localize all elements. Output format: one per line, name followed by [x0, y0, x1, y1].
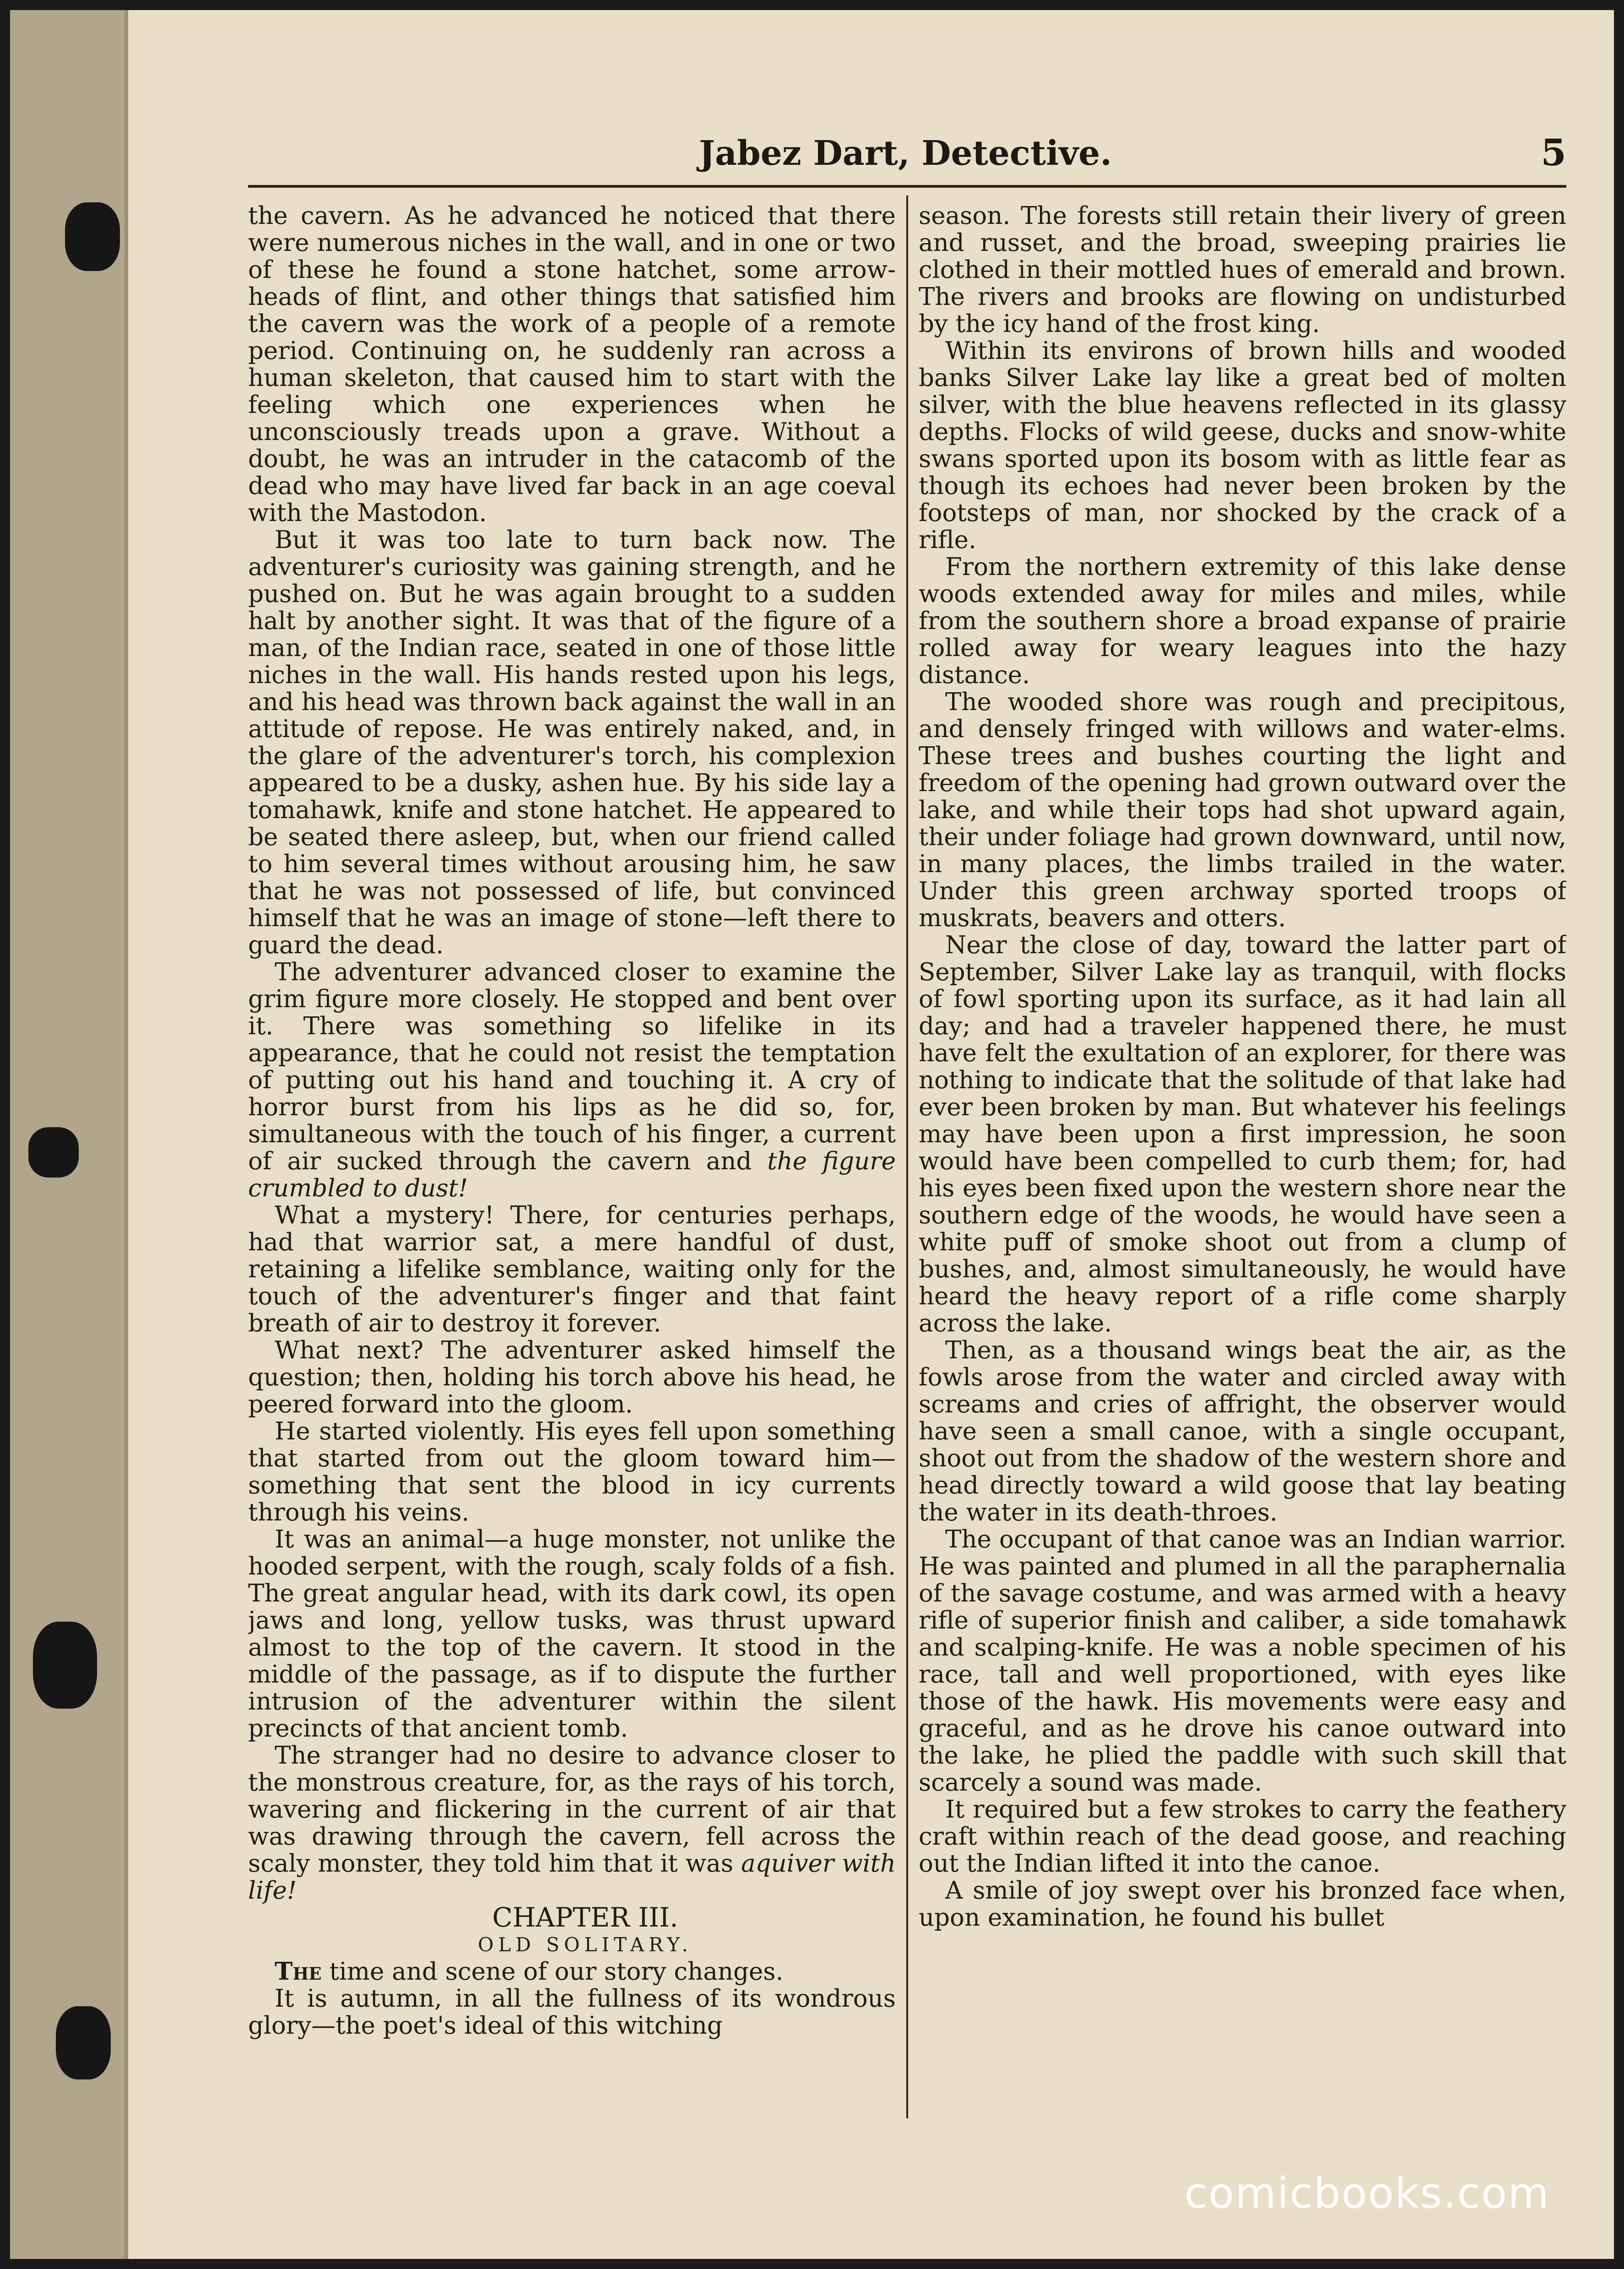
- italic-phrase: the figure crumbled to dust!: [248, 1147, 896, 1202]
- paragraph: It is autumn, in all the fullness of its wondrous glory—the poet's ideal of this witching: [248, 1985, 896, 2040]
- paragraph: [248, 1958, 896, 1985]
- page-header: [248, 115, 1566, 179]
- paragraph: What a mystery! There, for centuries perhaps, had that warrior sat, a mere handful of dust, retaining a lifelike semblance, waiting only for the touch of the adventurer's finger and that faint breath of air to destroy it forever.: [248, 1201, 896, 1337]
- paragraph-text: time and scene of our story changes.: [329, 1958, 784, 1986]
- paragraph: From the northern extremity of this lake dense woods extended away for miles and miles, while from the southern shore a broad expanse of prairie rolled away for weary leagues into the hazy distance.: [919, 553, 1566, 689]
- header-rule: [248, 185, 1566, 188]
- paragraph: It was an animal—a huge monster, not unlike the hooded serpent, with the rough, scaly folds of a fish. The great angular head, with its dark cowl, its open jaws and long, yellow tusks, was thrust upward almost to the top of the cavern. It stood in the middle of the passage, as if to dispute the further intrusion of the adventurer within the silent precincts of that ancient tomb.: [248, 1525, 896, 1742]
- chapter-heading: CHAPTER III.: [492, 1902, 678, 1933]
- paragraph: [248, 959, 896, 1202]
- paragraph-text: The stranger had no desire to advance closer to the monstrous creature, for, as the rays of his torch, wavering and flickering in the current of air that was drawing through the cavern, fell across the scaly monster, they told him that it was: [248, 1742, 896, 1878]
- left-column: [248, 202, 896, 2125]
- paragraph: What next? The adventurer asked himself the question; then, holding his torch above his head, he peered forward into the gloom.: [248, 1336, 896, 1418]
- binding-hole: [56, 2006, 111, 2079]
- chapter-subtitle: OLD SOLITARY.: [477, 1933, 693, 1956]
- site-watermark: comicbooks.com: [1184, 2169, 1550, 2218]
- paragraph: season. The forests still retain their livery of green and russet, and the broad, sweeping prairies lie clothed in their mottled hues of emerald and brown. The rivers and brooks are flowing on undisturbed by the icy hand of the frost king.: [919, 202, 1566, 338]
- binding-hole: [28, 1127, 79, 1178]
- binding-edge: [10, 10, 128, 2259]
- italic-phrase: aquiver with life!: [248, 1850, 896, 1905]
- paragraph: [248, 1742, 896, 1904]
- paragraph: It required but a few strokes to carry the feathery craft within reach of the dead goose, and reaching out the Indian lifted it into the canoe.: [919, 1796, 1566, 1878]
- paragraph: A smile of joy swept over his bronzed face when, upon examination, he found his bullet: [919, 1877, 1566, 1932]
- paragraph: Near the close of day, toward the latter part of September, Silver Lake lay as tranquil, with flocks of fowl sporting upon its surface, as it had lain all day; and had a traveler happened there, he must have felt the exultation of an explorer, for there was nothing to indicate that the solitude of that lake had ever been broken by man. But whatever his feelings may have been upon a first impression, he soon would have been compelled to curb them; for, had his eyes been fixed upon the western shore near the southern edge of the woods, he would have seen a white puff of smoke shoot out from a clump of bushes, and, almost simultaneously, he would have heard the heavy report of a rifle come sharply across the lake.: [919, 931, 1566, 1337]
- lead-word: The: [275, 1957, 322, 1986]
- paragraph: Within its environs of brown hills and wooded banks Silver Lake lay like a great bed of molten silver, with the blue heavens reflected in its glassy depths. Flocks of wild geese, ducks and snow-white swans sported upon its bosom with as little fear as though its echoes had never been broken by the footsteps of man, nor shocked by the crack of a rifle.: [919, 337, 1566, 554]
- paragraph: The wooded shore was rough and precipitous, and densely fringed with willows and water-elms. These trees and bushes courting the light and freedom of the opening had grown outward over the lake, and while their tops had shot upward again, their under foliage had grown downward, until now, in many places, the limbs trailed in the water. Under this green archway sported troops of muskrats, beavers and otters.: [919, 688, 1566, 932]
- paragraph: the cavern. As he advanced he noticed that there were numerous niches in the wall, and in one or two of these he found a stone hatchet, some arrow-heads of flint, and other things that satisfied him the cavern was the work of a people of a remote period. Continuing on, he suddenly ran across a human skeleton, that caused him to start with the feeling which one experiences when he unconsciously treads upon a grave. Without a doubt, he was an intruder in the catacomb of the dead who may have lived far back in an age coeval with the Mastodon.: [248, 202, 896, 527]
- paragraph: The occupant of that canoe was an Indian warrior. He was painted and plumed in all the paraphernalia of the savage costume, and was armed with a heavy rifle of superior finish and caliber, a side tomahawk and scalping-knife. He was a noble specimen of his race, tall and well proportioned, with eyes like those of the hawk. His movements were easy and graceful, and as he drove his canoe outward into the lake, he plied the paddle with such skill that scarcely a sound was made.: [919, 1525, 1566, 1797]
- column-divider: [906, 195, 908, 2118]
- running-title: Jabez Dart, Detective.: [699, 134, 1112, 173]
- right-column: [919, 202, 1566, 2125]
- paragraph-text: The adventurer advanced closer to examine the grim figure more closely. He stopped and bent over it. There was something so lifelike in its appearance, that he could not resist the temptation of putting out his hand and touching it. A cry of horror burst from his lips as he did so, for, simultaneous with the touch of his finger, a current of air sucked through the cavern and: [248, 958, 896, 1175]
- paragraph: Then, as a thousand wings beat the air, as the fowls arose from the water and circled away with screams and cries of affright, the observer would have seen a small canoe, with a single occupant, shoot out from the shadow of the western shore and head directly toward a wild goose that lay beating the water in its death-throes.: [919, 1336, 1566, 1526]
- page-number: 5: [1541, 131, 1566, 174]
- paragraph: He started violently. His eyes fell upon something that started from out the gloom toward him—something that sent the blood in icy currents through his veins.: [248, 1417, 896, 1526]
- paragraph: But it was too late to turn back now. The adventurer's curiosity was gaining strength, and he pushed on. But he was again brought to a sudden halt by another sight. It was that of the figure of a man, of the Indian race, seated in one of those little niches in the wall. His hands rested upon his legs, and his head was thrown back against the wall in an attitude of repose. He was entirely naked, and, in the glare of the adventurer's torch, his complexion appeared to be a dusky, ashen hue. By his side lay a tomahawk, knife and stone hatchet. He appeared to be seated there asleep, but, when our friend called to him several times without arousing him, he saw that he was not possessed of life, but convinced himself that he was an image of stone—left there to guard the dead.: [248, 526, 896, 959]
- binding-hole: [33, 1622, 97, 1709]
- binding-hole: [65, 202, 120, 271]
